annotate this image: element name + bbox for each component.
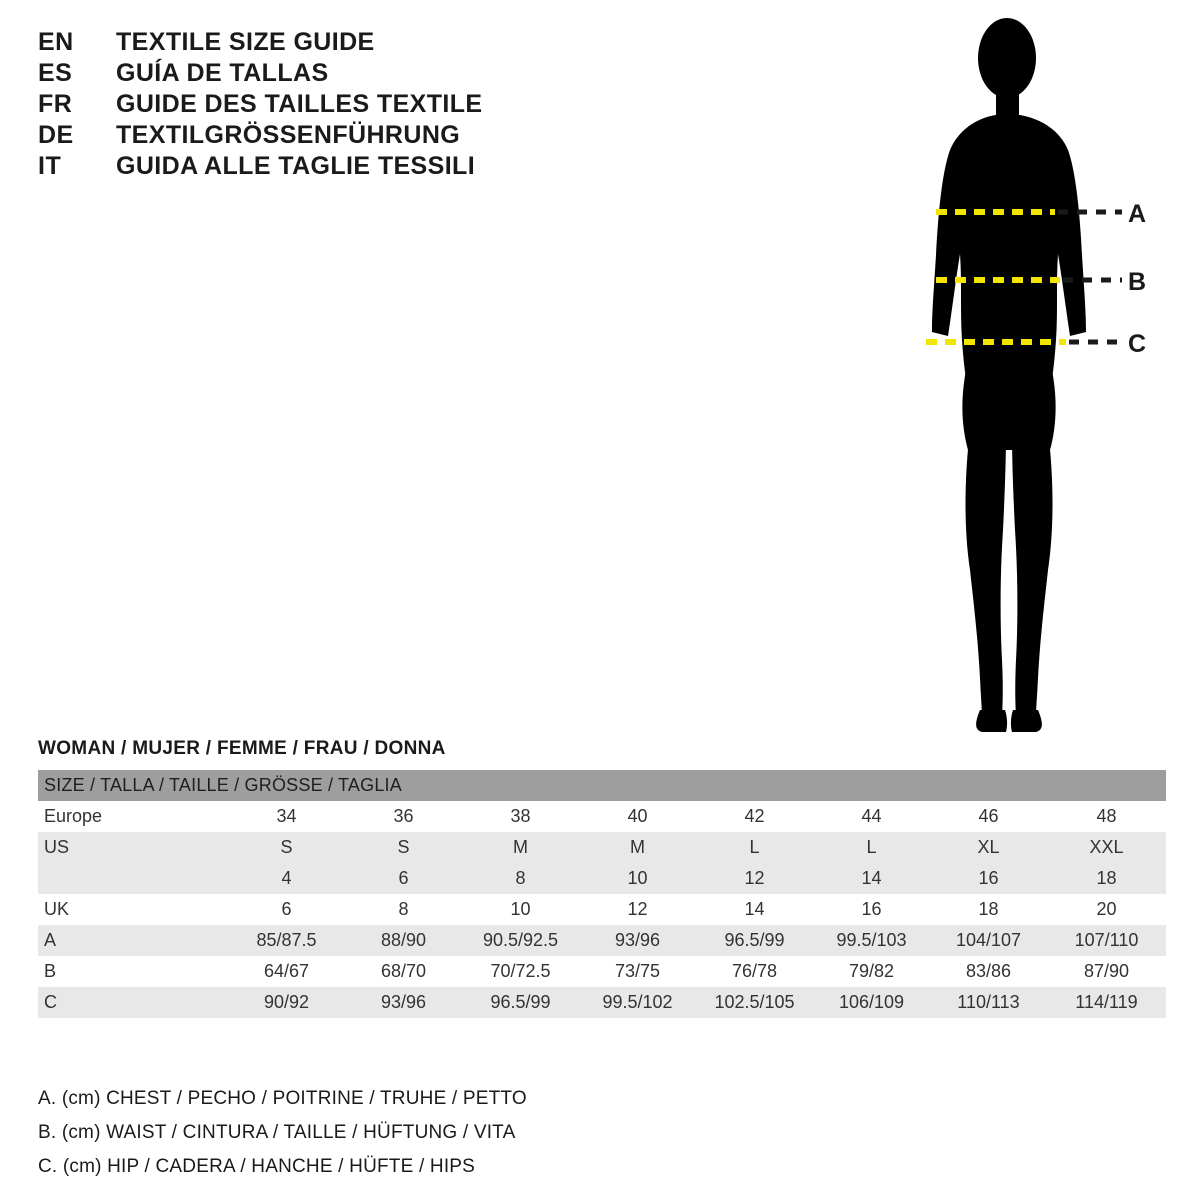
cell: 12 [579, 894, 696, 925]
cell: 93/96 [579, 925, 696, 956]
cell: XXL [1047, 832, 1166, 863]
cell: 96.5/99 [696, 925, 813, 956]
cell: L [813, 832, 930, 863]
cell: M [579, 832, 696, 863]
cell: 99.5/102 [579, 987, 696, 1018]
cell: 90/92 [228, 987, 345, 1018]
cell: 14 [696, 894, 813, 925]
title-text-en: TEXTILE SIZE GUIDE [116, 28, 375, 56]
cell: 8 [462, 863, 579, 894]
table-row [38, 832, 1166, 863]
cell: 93/96 [345, 987, 462, 1018]
cell: 10 [579, 863, 696, 894]
cell: L [696, 832, 813, 863]
cell: 110/113 [930, 987, 1047, 1018]
cell: 73/75 [579, 956, 696, 987]
cell: S [228, 832, 345, 863]
cell: 46 [930, 801, 1047, 832]
title-row-it [38, 152, 678, 181]
cell: 42 [696, 801, 813, 832]
size-table [38, 770, 1166, 1018]
cell: 68/70 [345, 956, 462, 987]
cell: 104/107 [930, 925, 1047, 956]
cell: 34 [228, 801, 345, 832]
row-label-us: US [38, 832, 228, 863]
cell: 18 [930, 894, 1047, 925]
title-lang-de: DE [38, 121, 74, 149]
cell: S [345, 832, 462, 863]
cell: 4 [228, 863, 345, 894]
legend-line-c: C. (cm) HIP / CADERA / HANCHE / HÜFTE / HIPS [38, 1156, 476, 1177]
cell: XL [930, 832, 1047, 863]
marker-label-b: B [1128, 268, 1147, 296]
cell: M [462, 832, 579, 863]
cell: 64/67 [228, 956, 345, 987]
row-label-c: C [38, 987, 228, 1018]
title-text-fr: GUIDE DES TAILLES TEXTILE [116, 90, 483, 118]
legend-block [38, 1088, 738, 1190]
row-label-europe: Europe [38, 801, 228, 832]
female-silhouette-figure [860, 10, 1190, 740]
cell: 102.5/105 [696, 987, 813, 1018]
cell: 70/72.5 [462, 956, 579, 987]
table-row [38, 987, 1166, 1018]
table-row [38, 925, 1166, 956]
table-header-row [38, 770, 1166, 801]
title-row-de [38, 121, 678, 150]
cell: 99.5/103 [813, 925, 930, 956]
cell: 8 [345, 894, 462, 925]
cell: 16 [930, 863, 1047, 894]
row-label-b: B [38, 956, 228, 987]
cell: 79/82 [813, 956, 930, 987]
cell: 76/78 [696, 956, 813, 987]
cell: 96.5/99 [462, 987, 579, 1018]
cell: 14 [813, 863, 930, 894]
title-lang-fr: FR [38, 90, 73, 118]
cell: 106/109 [813, 987, 930, 1018]
title-lang-en: EN [38, 28, 74, 56]
title-row-en [38, 28, 678, 57]
title-lang-it: IT [38, 152, 62, 180]
marker-label-a: A [1128, 200, 1147, 228]
cell: 85/87.5 [228, 925, 345, 956]
cell: 6 [345, 863, 462, 894]
table-row [38, 894, 1166, 925]
cell: 88/90 [345, 925, 462, 956]
legend-line-b: B. (cm) WAIST / CINTURA / TAILLE / HÜFTUNG / VITA [38, 1122, 516, 1143]
cell: 6 [228, 894, 345, 925]
title-block [38, 28, 678, 183]
cell: 48 [1047, 801, 1166, 832]
title-text-de: TEXTILGRÖSSENFÜHRUNG [116, 121, 461, 149]
table-row [38, 863, 1166, 894]
row-label-us-numeric [38, 863, 228, 894]
table-row [38, 801, 1166, 832]
cell: 12 [696, 863, 813, 894]
cell: 83/86 [930, 956, 1047, 987]
cell: 36 [345, 801, 462, 832]
cell: 16 [813, 894, 930, 925]
cell: 20 [1047, 894, 1166, 925]
cell: 10 [462, 894, 579, 925]
table-row [38, 956, 1166, 987]
size-table-section [38, 738, 1166, 1018]
row-label-uk: UK [38, 894, 228, 925]
cell: 18 [1047, 863, 1166, 894]
table-caption: WOMAN / MUJER / FEMME / FRAU / DONNA [38, 738, 446, 759]
cell: 107/110 [1047, 925, 1166, 956]
cell: 114/119 [1047, 987, 1166, 1018]
cell: 38 [462, 801, 579, 832]
silhouette-svg [860, 10, 1190, 740]
title-lang-es: ES [38, 59, 73, 87]
title-row-es [38, 59, 678, 88]
row-label-a: A [38, 925, 228, 956]
marker-label-c: C [1128, 330, 1147, 358]
cell: 87/90 [1047, 956, 1166, 987]
title-text-it: GUIDA ALLE TAGLIE TESSILI [116, 152, 476, 180]
cell: 40 [579, 801, 696, 832]
legend-line-a: A. (cm) CHEST / PECHO / POITRINE / TRUHE / PETTO [38, 1088, 527, 1109]
table-header-cell: SIZE / TALLA / TAILLE / GRÖSSE / TAGLIA [38, 770, 1166, 801]
cell: 44 [813, 801, 930, 832]
cell: 90.5/92.5 [462, 925, 579, 956]
title-text-es: GUÍA DE TALLAS [116, 59, 329, 87]
title-row-fr [38, 90, 678, 119]
